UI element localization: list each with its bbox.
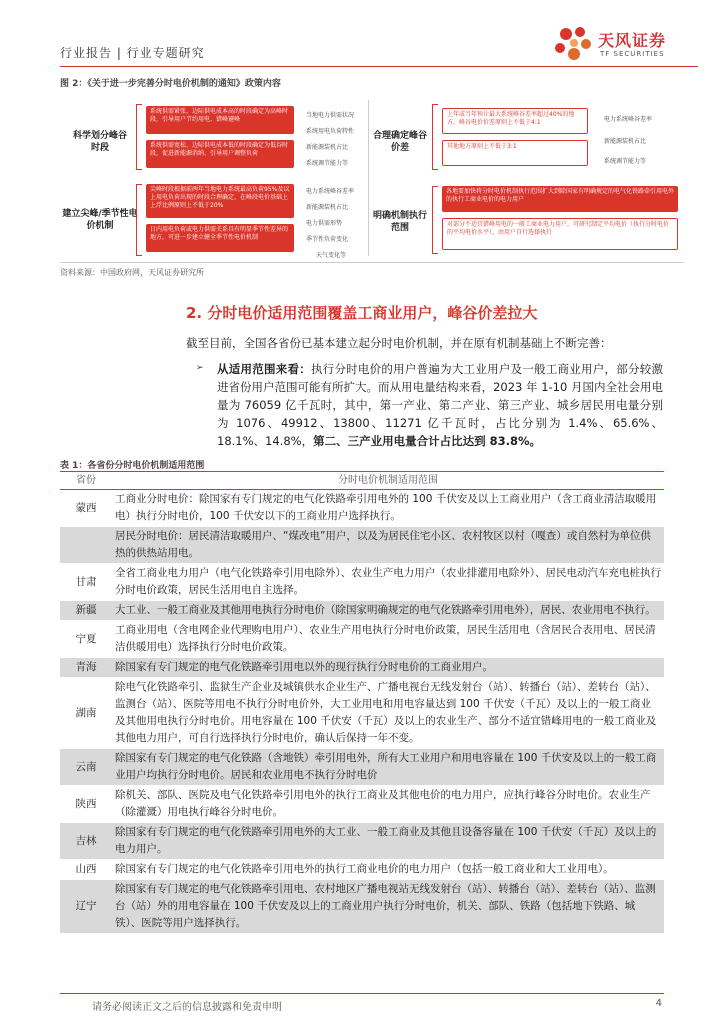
diagram-item: 系统供需紧张、边际供电成本高的时段确定为高峰时段，引导用户节约用电、错峰避峰: [146, 106, 294, 134]
bracket: [136, 104, 142, 170]
province-cell: 辽宁: [60, 880, 112, 934]
figure-source: 资料来源：中国政府网，天风证券研究所: [60, 268, 204, 277]
company-logo: [552, 24, 692, 64]
diagram-factor: 新能源装机占比: [604, 138, 647, 145]
scope-cell: 工商业分时电价：除国家有专门规定的电气化铁路牵引用电外的 100 千伏安及以上工商业用户（含工商业清洁取暖用电）执行分时电价，100 千伏安以下的工商业用户选择执行。: [112, 490, 664, 527]
province-cell: 青海: [60, 658, 112, 678]
policy-diagram: [60, 92, 684, 260]
diagram-factor: 系统调节能力等: [306, 160, 349, 167]
scope-cell: 除国家有专门规定的电气化铁路（含地铁）牵引用电外，所有大工业用户和用电容量在 100 千伏安及以上的一般工商业用户均执行分时电价。居民和农业用电不执行分时电价: [112, 749, 664, 786]
table-title: 表 1：各省份分时电价机制适用范围: [60, 461, 205, 471]
header-divider: [60, 66, 698, 67]
section-intro: 截至目前，全国各省份已基本建立起分时电价机制，并在原有机制基础上不断完善：: [186, 336, 612, 350]
table-row: [60, 527, 664, 564]
bullet-paragraph: [217, 360, 663, 450]
scope-cell: 除国家有专门规定的电气化铁路牵引用电外的执行工商业电价的电力用户（包括一般工商业和大工业用电）。: [112, 860, 664, 880]
diagram-factor: 季节性负荷变化: [306, 236, 349, 243]
diagram-divider: [368, 100, 369, 256]
bracket: [432, 186, 438, 254]
diagram-factor: 系统用电负荷特性: [306, 128, 355, 135]
diagram-item: 日内用电负荷或电力供需关系具有明显季节性差异的地方，可进一步建立健全季节性电价机制: [146, 224, 294, 252]
province-cell: 甘肃: [60, 564, 112, 601]
diagram-item: 上年或当年预计最大系统峰谷差率超过40%的地方，峰谷电价价差原则上不低于4:1: [442, 108, 588, 134]
footer-disclaimer: 请务必阅读正文之后的信息披露和免责申明: [92, 1002, 282, 1013]
logo-english-text: TF SECURITIES: [600, 50, 665, 58]
bracket: [136, 184, 142, 256]
table-row: [60, 564, 664, 601]
bracket: [432, 104, 438, 170]
report-category: 行业报告 | 行业专题研究: [60, 46, 205, 60]
diagram-item: 系统供需宽松、边际供电成本低的时段确定为低谷时段，促进新能源消纳、引导用户调整负荷: [146, 140, 294, 168]
province-scope-table: [60, 471, 664, 934]
scope-cell: 除国家有专门规定的电气化铁路牵引用电以外的现行执行分时电价的工商业用户。: [112, 658, 664, 678]
province-cell: 湖南: [60, 678, 112, 749]
bullet-heading: 从适用范围来看：: [217, 362, 311, 376]
scope-cell: 除机关、部队、医院及电气化铁路牵引用电外的执行工商业及其他电价的电力用户，应执行峰谷分时电价。农业生产（除灌溉）用电执行峰谷分时电价。: [112, 786, 664, 823]
figure-title: 图 2：《关于进一步完善分时电价机制的通知》政策内容: [60, 79, 281, 89]
diagram-category-price-spread: 合理确定峰谷价差: [372, 131, 427, 153]
table-row: [60, 860, 664, 880]
page-number: 4: [655, 998, 662, 1009]
diagram-category-peak-valley-periods: 科学划分峰谷时段: [72, 131, 127, 153]
province-cell: 新疆: [60, 601, 112, 621]
province-cell: 宁夏: [60, 621, 112, 658]
table-row: [60, 658, 664, 678]
diagram-item: 尖峰时段根据前两年当地电力系统最高负荷95%及以上用电负荷出现的时段合理确定，在峰段电价基础上上浮比例原则上不低于20%: [146, 184, 294, 218]
table-row: [60, 786, 664, 823]
diagram-factor: 系统调节能力等: [604, 158, 647, 165]
province-cell: 陕西: [60, 786, 112, 823]
diagram-item: 各地要加快将分时电价机制执行范围扩大到除国家有明确规定的电气化铁路牵引用电外的执行工商业电价的电力用户: [442, 186, 678, 212]
table-row: [60, 601, 664, 621]
scope-cell: 除电气化铁路牵引、监狱生产企业及城镇供水企业生产、广播电视台无线发射台（站）、转播台（站）、差转台（站）、监测台（站）、医院等用电不执行分时电价外，大工业用电和用电容量达到 100 千伏安（千瓦）及以上的一般工商业及其他用电执行分时电价。用电容量在 100 千伏安（千瓦）及以上的农业生产、部分不适宜错峰用电的一般工商业及其他电力用户，可自行选择执行分时电价，确认后保持一年不变。: [112, 678, 664, 749]
scope-cell: 大工业、一般工商业及其他用电执行分时电价（除国家明确规定的电气化铁路牵引用电外），居民、农业用电不执行。: [112, 601, 664, 621]
scope-cell: 工商业用电（含电网企业代理购电用户）、农业生产用电执行分时电价政策，居民生活用电（含居民合表用电、居民清洁供暖用电）选择执行分时电价政策。: [112, 621, 664, 658]
diagram-item: 其他地方原则上不低于3:1: [442, 140, 588, 166]
diagram-factor: 当地电力供需状况: [306, 112, 355, 119]
diagram-factor: 电力供需形势: [306, 220, 343, 227]
column-header-province: 省份: [60, 472, 112, 490]
table-row: [60, 621, 664, 658]
province-cell: 蒙西: [60, 490, 112, 527]
scope-cell: 全省工商业电力用户（电气化铁路牵引用电除外）、农业生产电力用户（农业排灌用电除外）、居民电动汽车充电桩执行分时电价政策，居民生活用电自主选择。: [112, 564, 664, 601]
bullet-arrow-icon: ➢: [196, 363, 204, 373]
diagram-factor: 新能源装机占比: [306, 144, 349, 151]
province-cell: 吉林: [60, 823, 112, 860]
footer-divider: [60, 993, 664, 994]
column-header-scope: 分时电价机制适用范围: [112, 472, 664, 490]
table-row: [60, 823, 664, 860]
figure-bottom-rule: [60, 262, 684, 263]
page-header: [60, 31, 698, 66]
table-row: [60, 880, 664, 934]
logo-chinese-text: 天风证券: [598, 31, 667, 50]
province-cell: [60, 527, 112, 564]
bullet-conclusion: 第二、三产业用电量合计占比达到 83.8%。: [313, 434, 541, 448]
table-row: [60, 490, 664, 527]
section-title: 2. 分时电价适用范围覆盖工商业用户，峰谷价差拉大: [186, 304, 538, 322]
table-row: [60, 678, 664, 749]
scope-cell: 除国家有专门规定的电气化铁路牵引用电外的大工业、一般工商业及其他且设备容量在 100 千伏安（千瓦）及以上的电力用户。: [112, 823, 664, 860]
scope-cell: 居民分时电价：居民清洁取暖用户、“煤改电”用户，以及为居民住宅小区、农村牧区以村（嘎查）或自然村为单位供热的供热站用电。: [112, 527, 664, 564]
table-header-row: [60, 472, 664, 490]
diagram-factor: 天气变化等: [316, 252, 347, 259]
diagram-factor: 新能源装机占比: [306, 204, 349, 211]
bullet-body: 执行分时电价的用户普遍为大工业用户及一般工商业用户，部分较激进省份用户范围可能有所扩大。而从用电量结构来看，2023 年 1-10 月国内全社会用电量为 76059 亿千瓦时，其中，第一产业、第二产业、第三产业、城乡居民用电量分别为 1076、49912、13800、11271 亿千瓦时，占比分别为 1.4%、65.6%、18.1%、14.8%，: [217, 362, 664, 448]
province-cell: 山西: [60, 860, 112, 880]
diagram-category-peak-seasonal-pricing: 建立尖峰/季节性电价机制: [62, 209, 138, 231]
diagram-category-execution-scope: 明确机制执行范围: [372, 211, 427, 233]
logo-flower-icon: [552, 24, 596, 64]
diagram-factor: 电力系统峰谷差率: [306, 188, 355, 195]
scope-cell: 除国家有专门规定的电气化铁路牵引用电、农村地区广播电视站无线发射台（站）、转播台（站）、差转台（站）、监测台（站）外的用电容量在 100 千伏安及以上的工商业用户执行分时电价，机关、部队、铁路（包括地下铁路、城铁）、医院等用户选择执行。: [112, 880, 664, 934]
diagram-item: 对部分不适宜错峰用电的一般工商业电力用户，可研究制定平均电价（执行分时电价的平均电价水平），由用户自行选择执行: [442, 218, 678, 250]
table-row: [60, 749, 664, 786]
province-cell: 云南: [60, 749, 112, 786]
diagram-factor: 电力系统峰谷差率: [604, 116, 653, 123]
